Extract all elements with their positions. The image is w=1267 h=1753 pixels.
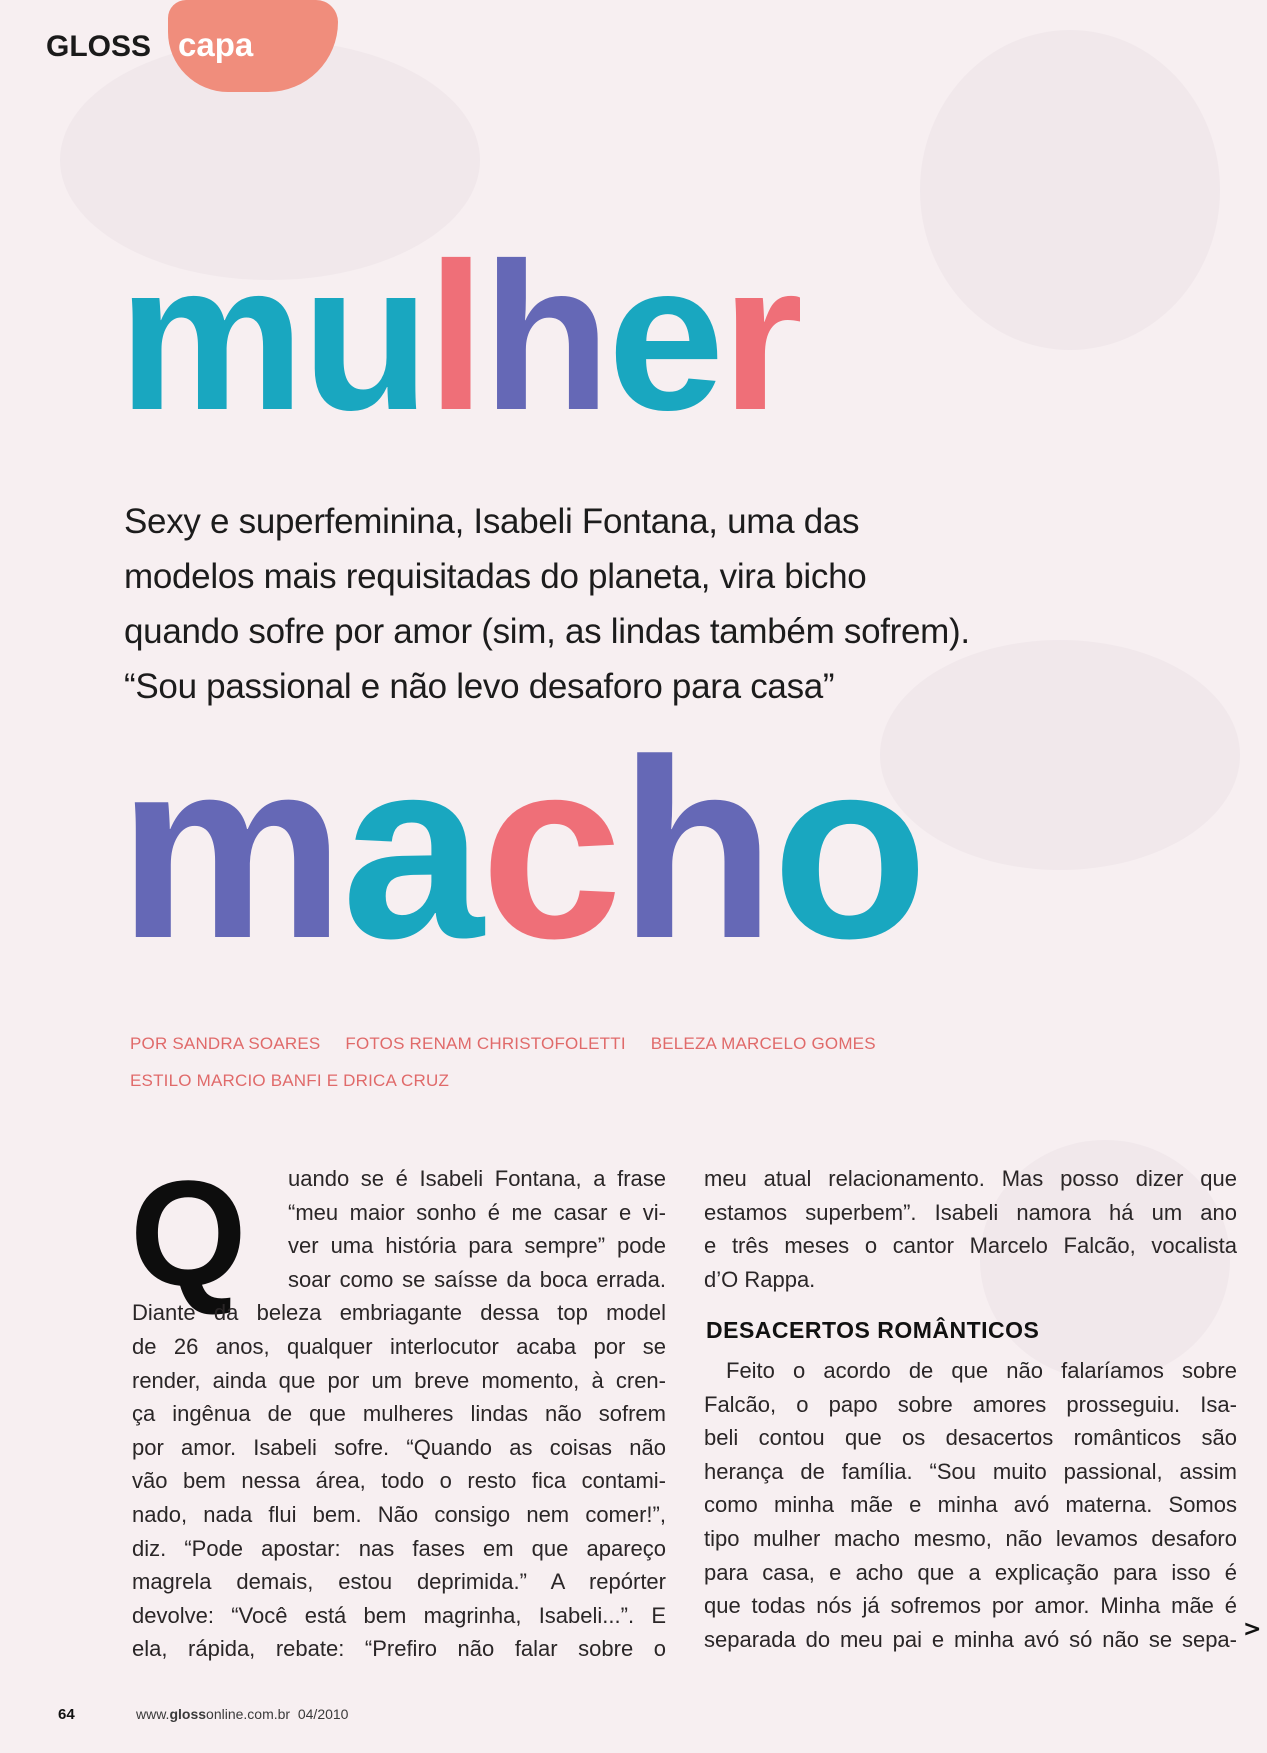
body-line: que todas nós já sofremos por amor. Minha mãe é xyxy=(704,1593,1237,1619)
body-line: para casa, e acho que a explicação para isso é xyxy=(704,1559,1237,1585)
body-line: por amor. Isabeli sofre. “Quando as coisas não xyxy=(132,1434,666,1460)
article-credits xyxy=(130,1025,896,1099)
body-line: “meu maior sonho é me casar e vi- xyxy=(288,1199,666,1225)
body-line: soar como se saísse da boca errada. xyxy=(288,1266,666,1292)
body-line: uando se é Isabeli Fontana, a frase xyxy=(288,1166,666,1191)
body-line: magrela demais, estou deprimida.” A repórter xyxy=(132,1569,666,1595)
body-line: herança de família. “Sou muito passional, assim xyxy=(704,1458,1237,1484)
headline-letter: l xyxy=(427,219,483,454)
headline-letter: a xyxy=(341,707,481,992)
body-line: Falcão, o papo sobre amores prosseguiu. Isa- xyxy=(704,1391,1237,1417)
headline-letter: o xyxy=(772,707,925,992)
footer-url xyxy=(136,1706,348,1722)
headline-letter: h xyxy=(482,219,608,454)
body-line: render, ainda que por um breve momento, à cren- xyxy=(132,1367,666,1393)
continue-arrow-icon: > xyxy=(1243,1617,1262,1642)
magazine-brand: GLOSS xyxy=(46,30,152,63)
section-subheading: DESACERTOS ROMÂNTICOS xyxy=(706,1317,1040,1343)
body-line: como minha mãe e minha avó materna. Somos xyxy=(704,1492,1237,1518)
url-brand: gloss xyxy=(169,1706,207,1722)
lead-line: “Sou passional e não levo desaforo para casa” xyxy=(124,667,835,706)
background-ghost-shape xyxy=(920,30,1220,350)
body-line: d’O Rappa. xyxy=(704,1266,816,1292)
credit-beauty: BELEZA MARCELO GOMES xyxy=(650,1034,876,1053)
article-column-1 xyxy=(132,1162,666,1666)
article-column-2-continued xyxy=(704,1354,1237,1656)
body-line: beli contou que os desacertos românticos são xyxy=(704,1425,1237,1451)
body-line: devolve: “Você está bem magrinha, Isabeli...”. E xyxy=(132,1602,666,1628)
credit-photos: FOTOS RENAM CHRISTOFOLETTI xyxy=(345,1034,626,1053)
body-line: estamos superbem”. Isabeli namora há um ano xyxy=(704,1199,1237,1225)
body-line: Feito o acordo de que não falaríamos sobre xyxy=(726,1358,1237,1383)
section-label: capa xyxy=(178,26,254,63)
headline-letter: r xyxy=(721,219,801,454)
headline-letter: m xyxy=(118,219,302,454)
url-suffix: online.com.br xyxy=(206,1706,291,1722)
lead-line: quando sofre por amor (sim, as lindas também sofrem). xyxy=(124,612,970,651)
lead-line: modelos mais requisitadas do planeta, vira bicho xyxy=(124,557,867,596)
headline-letter: u xyxy=(301,219,428,454)
headline-letter: e xyxy=(607,219,722,454)
body-line: ça ingênua de que mulheres lindas não sofrem xyxy=(132,1401,666,1427)
body-line: nado, nada flui bem. Não consigo nem comer!”, xyxy=(132,1501,666,1527)
drop-cap: Q xyxy=(130,1149,247,1317)
headline-letter: h xyxy=(619,707,773,992)
credit-author: POR SANDRA SOARES xyxy=(130,1034,321,1053)
body-line: de 26 anos, qualquer interlocutor acaba por se xyxy=(132,1333,666,1359)
body-line: vão bem nessa área, todo o resto fica contami- xyxy=(132,1468,666,1494)
issue-date: 04/2010 xyxy=(297,1706,349,1722)
body-line: tipo mulher macho mesmo, não levamos desaforo xyxy=(704,1525,1237,1551)
body-line: ver uma história para sempre” pode xyxy=(288,1233,666,1259)
lead-paragraph xyxy=(124,494,1184,714)
headline-letter: m xyxy=(118,707,342,992)
lead-line: Sexy e superfeminina, Isabeli Fontana, uma das xyxy=(124,502,860,541)
body-line: Diante da beleza embriagante dessa top model xyxy=(132,1300,666,1326)
article-column-2 xyxy=(704,1162,1237,1296)
body-line: meu atual relacionamento. Mas posso dizer que xyxy=(704,1166,1237,1191)
body-line: ela, rápida, rebate: “Prefiro não falar sobre o xyxy=(132,1636,666,1662)
headline-word-2 xyxy=(118,707,925,992)
headline-letter: c xyxy=(480,707,620,992)
credit-styling: ESTILO MARCIO BANFI E DRICA CRUZ xyxy=(130,1071,450,1090)
page-number: 64 xyxy=(58,1706,75,1723)
body-line: e três meses o cantor Marcelo Falcão, vocalista xyxy=(704,1233,1237,1259)
url-prefix: www. xyxy=(136,1706,170,1722)
body-line: separada do meu pai e minha avó só não se sepa- xyxy=(704,1626,1237,1652)
body-line: diz. “Pode apostar: nas fases em que apareço xyxy=(132,1535,666,1561)
headline-word-1 xyxy=(118,219,801,454)
